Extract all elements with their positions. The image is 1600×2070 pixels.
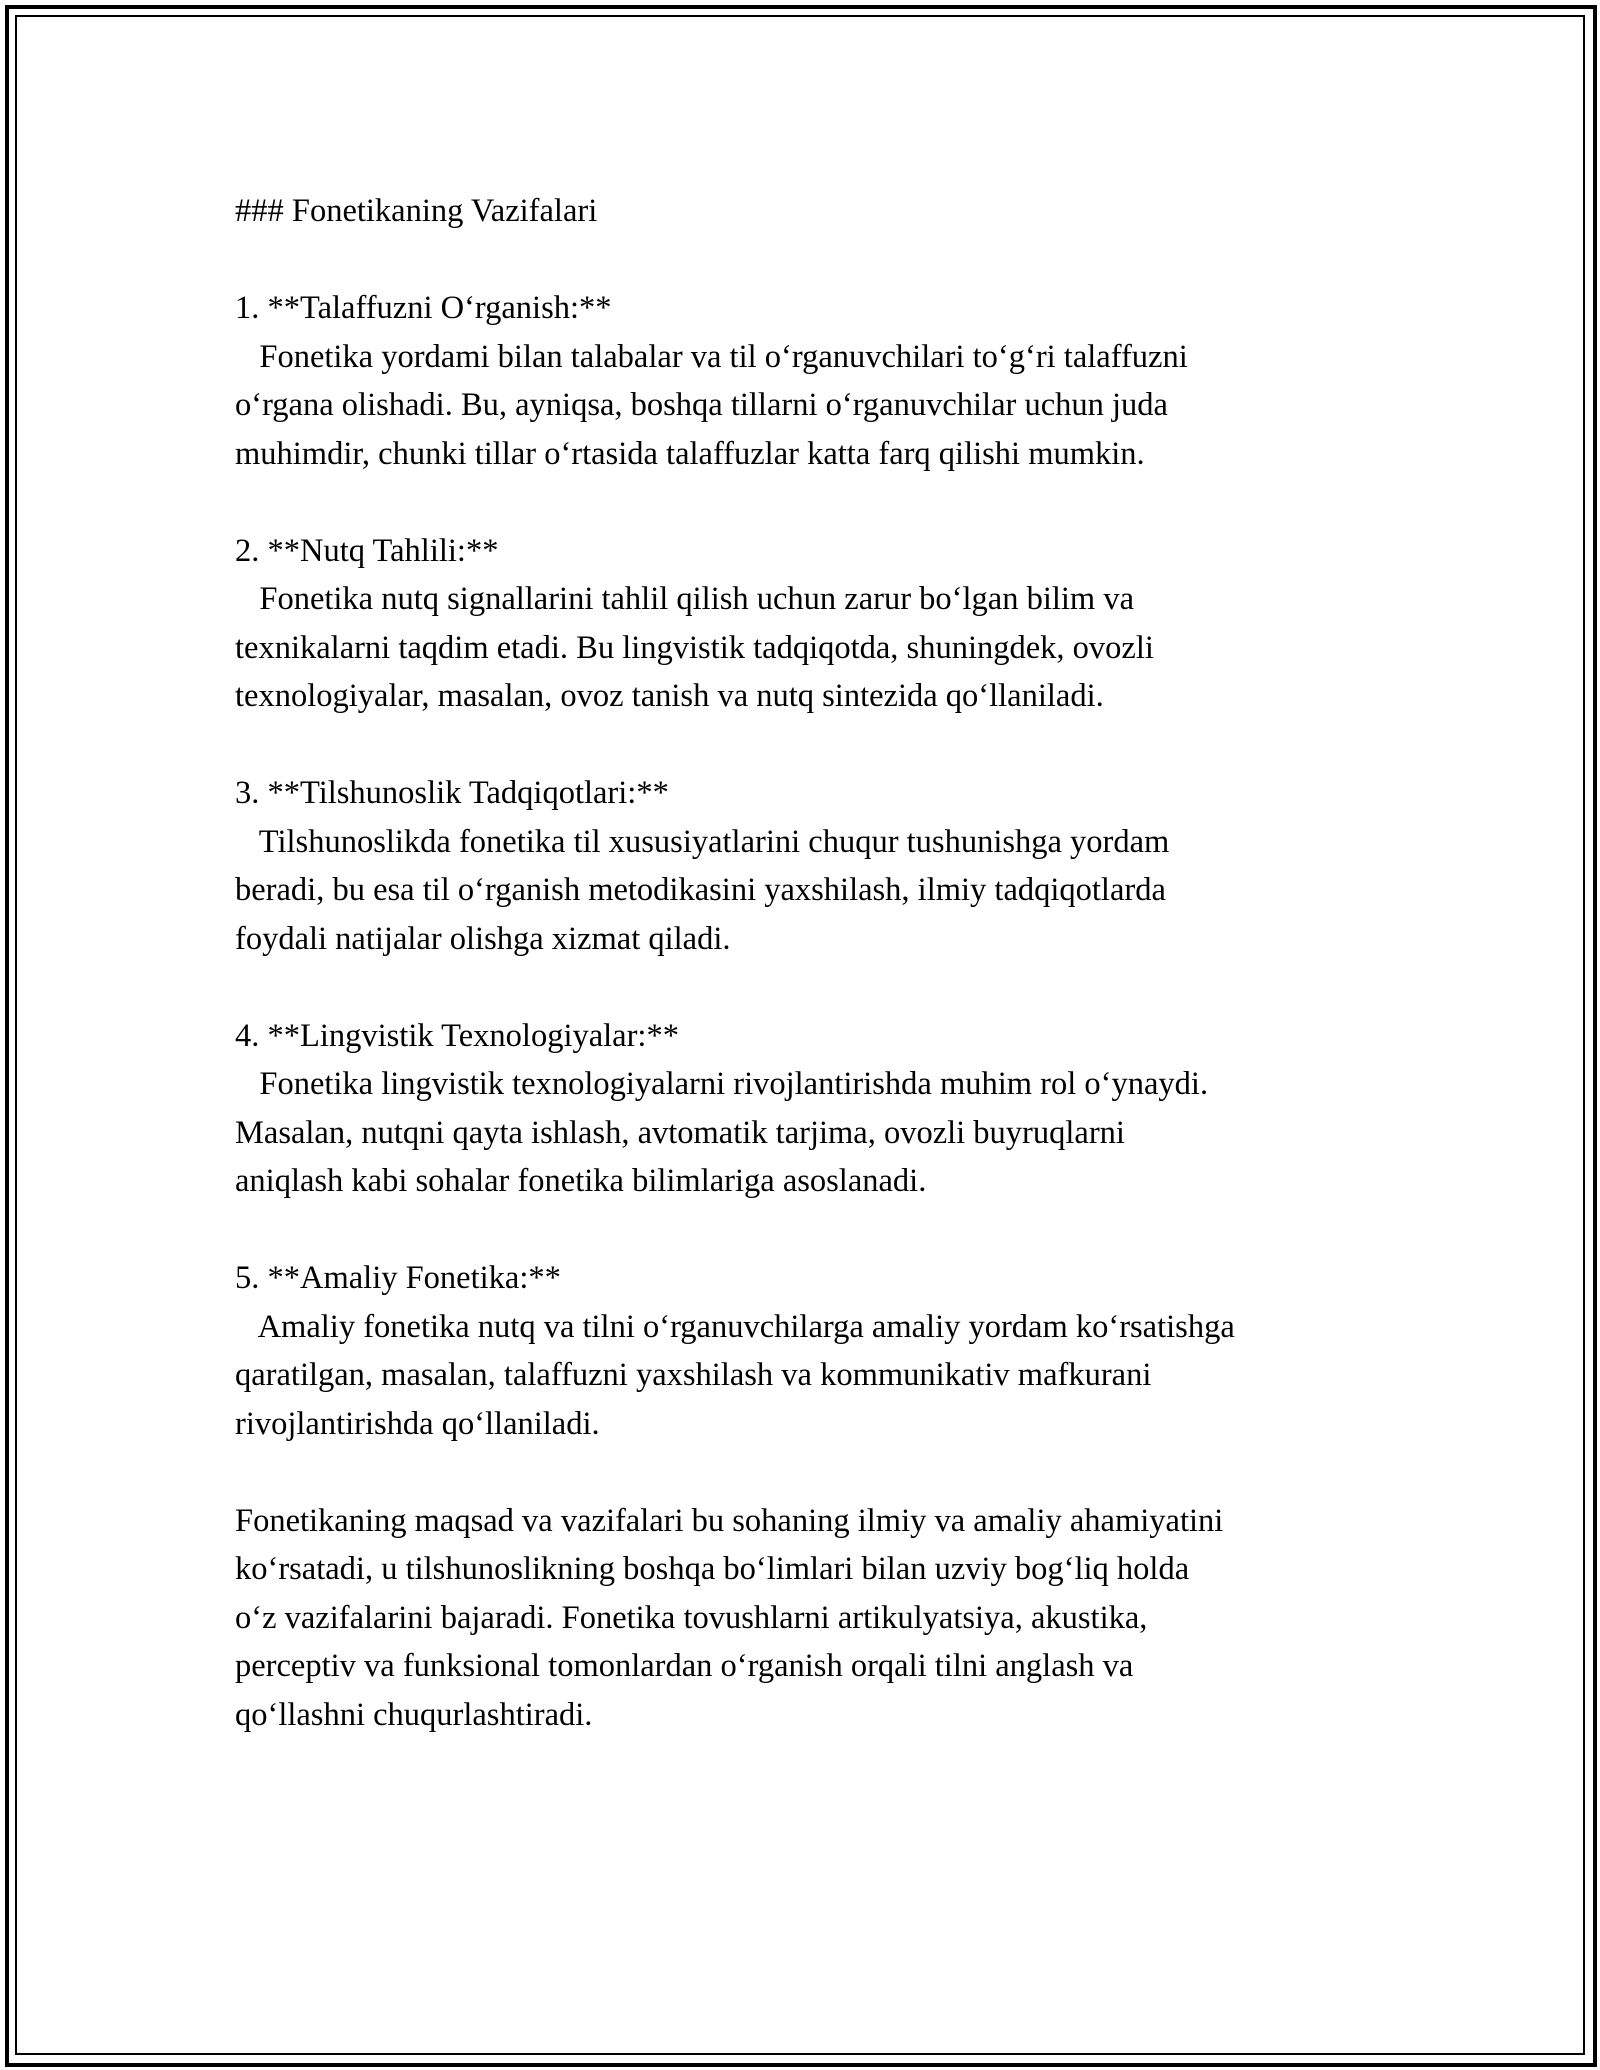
conclusion-line: perceptiv va funksional tomonlardan o‘rganish orqali tilni anglash va: [235, 1648, 1134, 1684]
spacer: [235, 963, 1415, 1012]
section-text-line: Fonetika nutq signallarini tahlil qilish uchun zarur bo‘lgan bilim va: [235, 581, 1135, 617]
conclusion-line: o‘z vazifalarini bajaradi. Fonetika tovushlarni artikulyatsiya, akustika,: [235, 1599, 1148, 1636]
section-title: 3. **Tilshunoslik Tadqiqotlari:**: [235, 775, 669, 811]
section-text-line: Fonetika lingvistik texnologiyalarni rivojlantirishda muhim rol o‘ynaydi.: [235, 1066, 1209, 1102]
section-text-line: Fonetika yordami bilan talabalar va til o‘rganuvchilari to‘g‘ri talaffuzni: [235, 338, 1188, 375]
section-text-line: foydali natijalar olishga xizmat qiladi.: [235, 920, 731, 957]
section-title: 1. **Talaffuzni O‘rganish:**: [235, 290, 612, 326]
section-title: 4. **Lingvistik Texnologiyalar:**: [235, 1017, 679, 1054]
section-text-line: aniqlash kabi sohalar fonetika bilimlariga asoslanadi.: [235, 1163, 927, 1199]
section-text-line: Masalan, nutqni qayta ishlash, avtomatik tarjima, ovozli buyruqlarni: [235, 1114, 1125, 1151]
document-heading: ### Fonetikaning Vazifalari: [235, 193, 598, 229]
document-body: [235, 187, 1415, 1739]
section-title: 2. **Nutq Tahlili:**: [235, 532, 499, 569]
section-text-line: texnologiyalar, masalan, ovoz tanish va nutq sintezida qo‘llaniladi.: [235, 678, 1104, 714]
section-text-line: beradi, bu esa til o‘rganish metodikasini yaxshilash, ilmiy tadqiqotlarda: [235, 872, 1166, 908]
section-text-line: Amaliy fonetika nutq va tilni o‘rganuvchilarga amaliy yordam ko‘rsatishga: [235, 1308, 1235, 1345]
section-text-line: rivojlantirishda qo‘llaniladi.: [235, 1405, 600, 1442]
section-text-line: Tilshunoslikda fonetika til xususiyatlarini chuqur tushunishga yordam: [235, 823, 1170, 860]
spacer: [235, 236, 1415, 285]
spacer: [235, 1448, 1415, 1497]
section-text-line: muhimdir, chunki tillar o‘rtasida talaffuzlar katta farq qilishi mumkin.: [235, 435, 1145, 472]
conclusion-line: Fonetikaning maqsad va vazifalari bu sohaning ilmiy va amaliy ahamiyatini: [235, 1502, 1224, 1539]
section-title: 5. **Amaliy Fonetika:**: [235, 1260, 561, 1296]
conclusion-line: qo‘llashni chuqurlashtiradi.: [235, 1696, 593, 1733]
spacer: [235, 1206, 1415, 1255]
section-text-line: o‘rgana olishadi. Bu, ayniqsa, boshqa tillarni o‘rganuvchilar uchun juda: [235, 387, 1168, 423]
section-text-line: texnikalarni taqdim etadi. Bu lingvistik tadqiqotda, shuningdek, ovozli: [235, 629, 1154, 666]
spacer: [235, 478, 1415, 527]
section-text-line: qaratilgan, masalan, talaffuzni yaxshilash va kommunikativ mafkurani: [235, 1357, 1152, 1393]
spacer: [235, 721, 1415, 770]
conclusion-line: ko‘rsatadi, u tilshunoslikning boshqa bo‘limlari bilan uzviy bog‘liq holda: [235, 1551, 1190, 1587]
